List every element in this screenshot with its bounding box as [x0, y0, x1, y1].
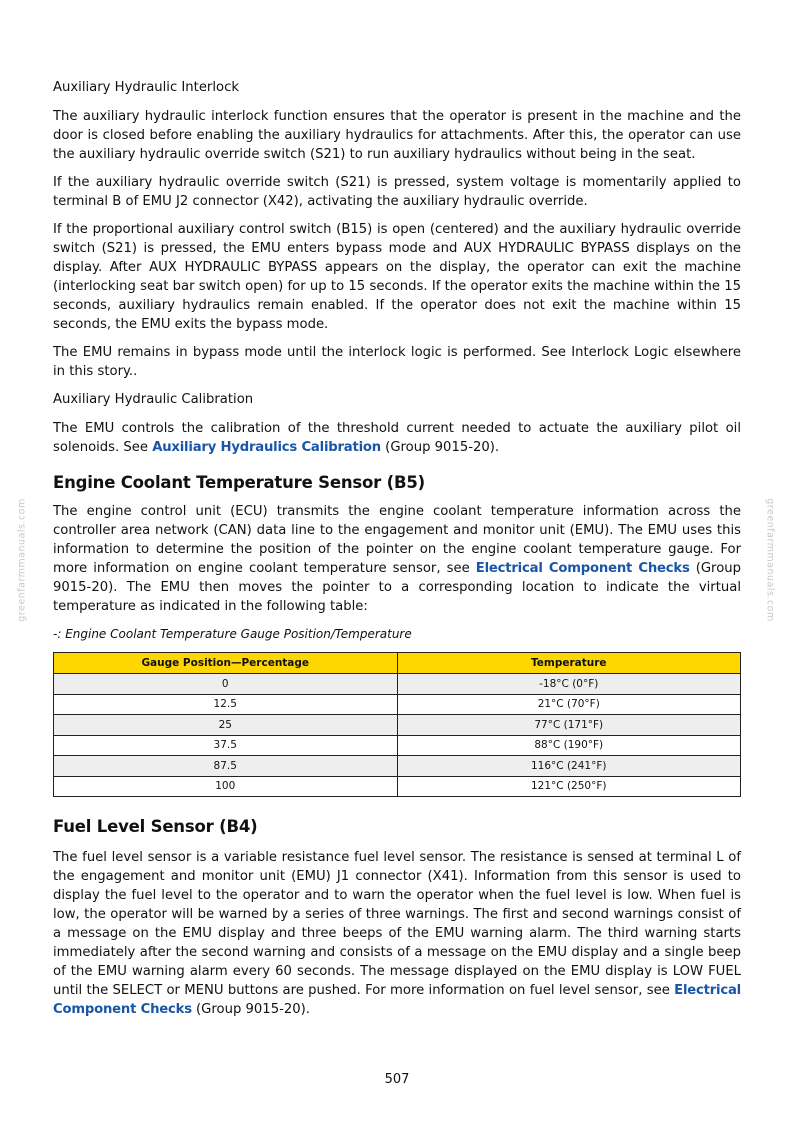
aux-calibration-heading: Auxiliary Hydraulic Calibration	[53, 392, 254, 407]
table-row	[54, 674, 741, 695]
table-row	[54, 735, 741, 756]
temperature-cell: 116°C (241°F)	[397, 756, 741, 777]
temperature-header: Temperature	[397, 653, 741, 674]
aux-interlock-p3-text: If the proportional auxiliary control switch (B15) is open (centered) and the auxiliary hydraulic override switch (S21) is pressed, the EMU enters bypass mode and AUX HYDRAULIC BYPASS displays on the display. After AUX HYDRAULIC BYPASS appears on the display, the operator can exit the machine (interlocking seat bar switch open) for up to 15 seconds. If the operator exits the machine within the 15 seconds, auxiliary hydraulics remain enabled. If the operator does not exit the machine within 15 seconds, the EMU exits the bypass mode.	[53, 222, 741, 332]
temperature-cell: 77°C (171°F)	[397, 715, 741, 736]
aux-interlock-p2-text: If the auxiliary hydraulic override switch (S21) is pressed, system voltage is momentarily applied to terminal B of EMU J2 connector (X42), activating the auxiliary hydraulic override.	[53, 175, 741, 209]
gauge-position-cell: 87.5	[54, 756, 398, 777]
fuel-text-end: (Group 9015-20).	[191, 1002, 310, 1017]
table-row	[54, 756, 741, 777]
coolant-text-end: (Group 9015-20). The EMU then moves the pointer to a corresponding location to indicate the virtual temperature as indicated in the following table:	[53, 561, 741, 614]
temperature-cell: 21°C (70°F)	[397, 694, 741, 715]
fuel-text: The fuel level sensor is a variable resistance fuel level sensor. The resistance is sensed at terminal L of the engagement and monitor unit (EMU) J1 connector (X41). Information from this sensor is used to display the fuel level to the operator and to warn the operator when the fuel level is low. When fuel is low, the operator will be warned by a series of three warnings. The first and second warnings consist of a message on the EMU display and three beeps of the EMU warning alarm. The third warning starts immediately after the second warning and consists of a message on the EMU display and a single beep of the EMU warning alarm every 60 seconds. The message displayed on the EMU display is LOW FUEL until the SELECT or MENU buttons are pushed. For more information on fuel level sensor, see	[53, 850, 741, 998]
coolant-gauge-table	[53, 652, 741, 797]
fuel-section-heading: Fuel Level Sensor (B4)	[53, 817, 258, 836]
table-header-row	[54, 653, 741, 674]
coolant-section-heading: Engine Coolant Temperature Sensor (B5)	[53, 473, 425, 492]
gauge-position-cell: 12.5	[54, 694, 398, 715]
electrical-component-checks-link-2[interactable]: Electrical Component Checks	[53, 983, 741, 1017]
temperature-cell: 121°C (250°F)	[397, 776, 741, 797]
table-caption: -: Engine Coolant Temperature Gauge Position/Temperature	[53, 627, 412, 641]
aux-calibration-text-end: (Group 9015-20).	[380, 440, 500, 455]
table-row	[54, 776, 741, 797]
gauge-position-header: Gauge Position—Percentage	[54, 653, 398, 674]
aux-interlock-p1-text: The auxiliary hydraulic interlock function ensures that the operator is present in the machine and the door is closed before enabling the auxiliary hydraulics for attachments. After this, the operator can use the auxiliary hydraulic override switch (S21) to run auxiliary hydraulics without being in the seat.	[53, 109, 741, 162]
table-row	[54, 715, 741, 736]
aux-interlock-heading: Auxiliary Hydraulic Interlock	[53, 80, 239, 95]
gauge-position-cell: 37.5	[54, 735, 398, 756]
aux-hydraulics-calibration-link[interactable]: Auxiliary Hydraulics Calibration	[152, 440, 381, 455]
electrical-component-checks-link-1[interactable]: Electrical Component Checks	[475, 561, 690, 576]
page-number: 507	[384, 1072, 410, 1087]
watermark-left: greenfarmmanuals.com	[16, 498, 28, 622]
gauge-position-cell: 0	[54, 674, 398, 695]
coolant-text: The engine control unit (ECU) transmits the engine coolant temperature information across the controller area network (CAN) data line to the engagement and monitor unit (EMU). The EMU uses this information to determine the position of the pointer on the engine coolant temperature gauge. For more information on engine coolant temperature sensor, see	[53, 504, 741, 576]
aux-interlock-paragraph-4	[53, 343, 741, 381]
temperature-cell: 88°C (190°F)	[397, 735, 741, 756]
coolant-paragraph	[53, 502, 741, 616]
gauge-position-cell: 25	[54, 715, 398, 736]
fuel-paragraph	[53, 848, 741, 1019]
watermark-right: greenfarmmanuals.com	[764, 498, 776, 622]
aux-interlock-paragraph-1	[53, 107, 741, 164]
aux-interlock-paragraph-3	[53, 220, 741, 334]
temperature-cell: -18°C (0°F)	[397, 674, 741, 695]
gauge-position-cell: 100	[54, 776, 398, 797]
aux-interlock-paragraph-2	[53, 173, 741, 211]
aux-interlock-p4-text: The EMU remains in bypass mode until the interlock logic is performed. See Interlock Logic elsewhere in this story..	[53, 345, 741, 379]
aux-calibration-paragraph	[53, 419, 741, 457]
aux-calibration-text: The EMU controls the calibration of the threshold current needed to actuate the auxiliary pilot oil solenoids. See	[53, 421, 741, 455]
table-row	[54, 694, 741, 715]
